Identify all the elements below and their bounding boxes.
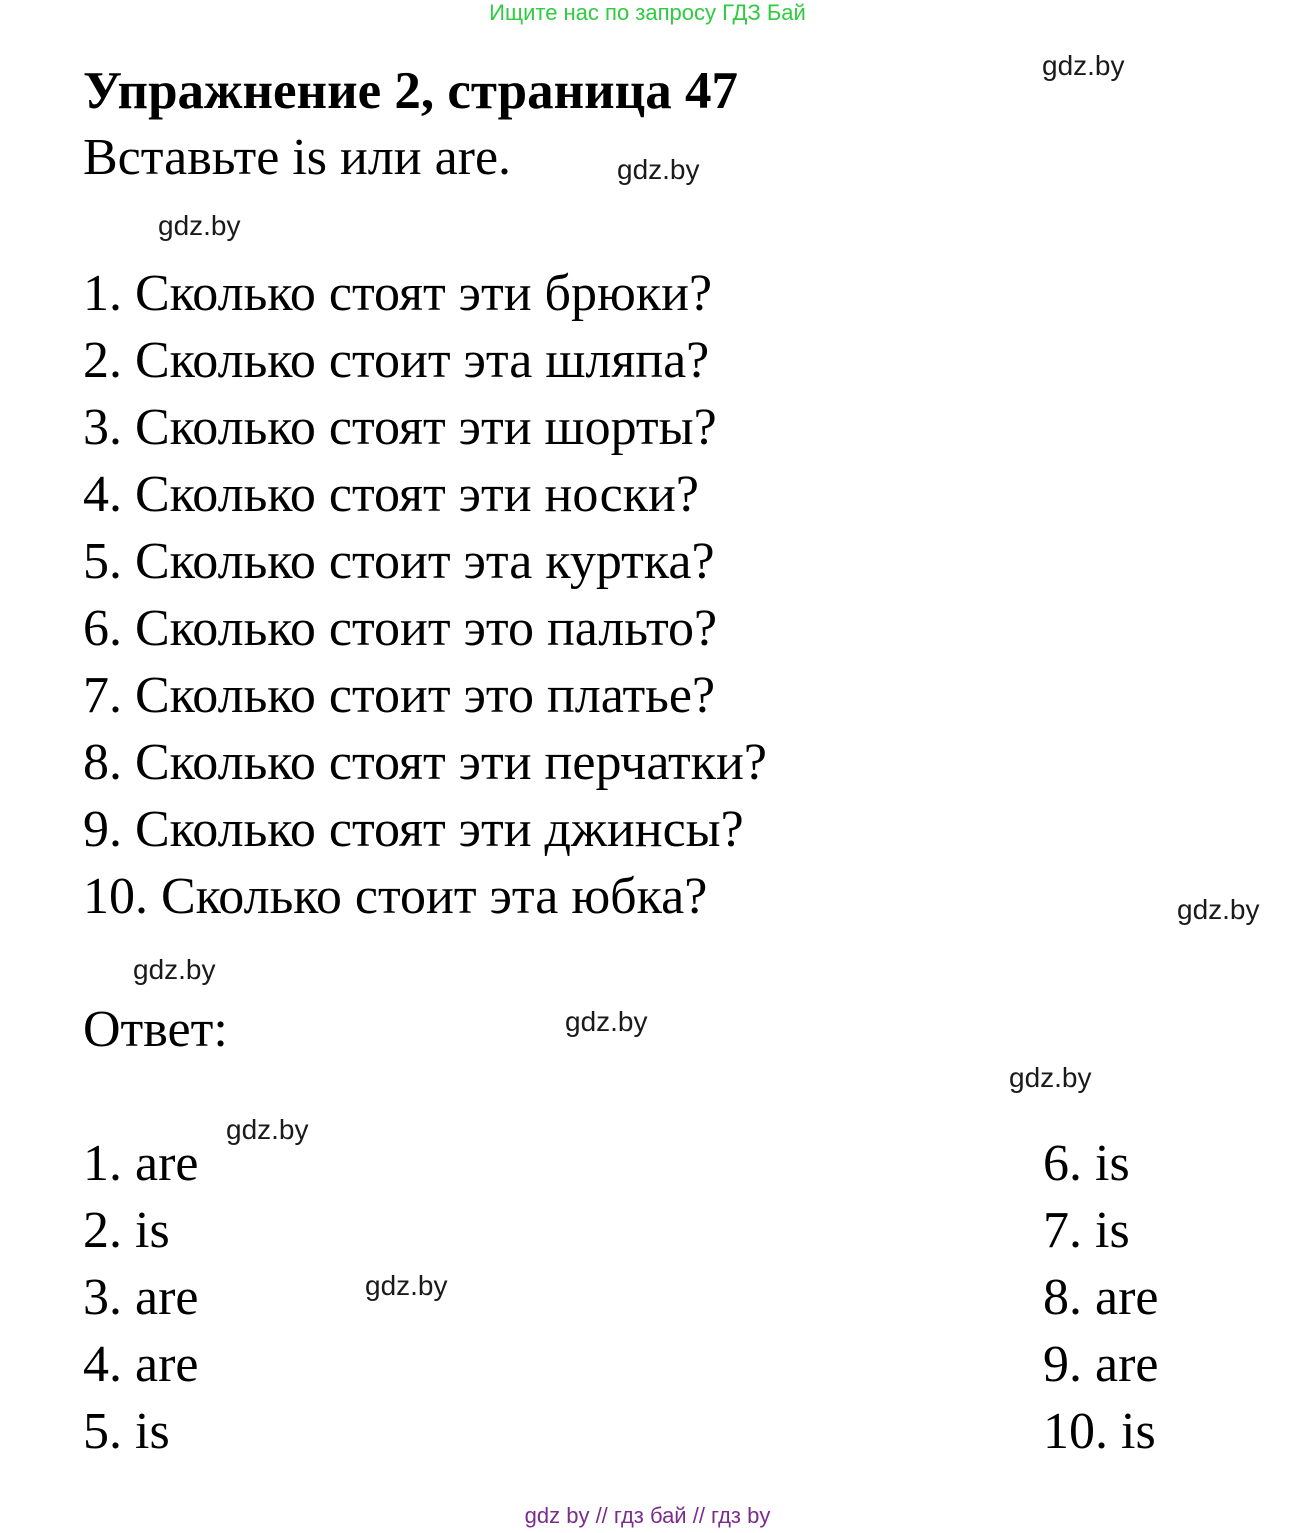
watermark: gdz.by xyxy=(133,954,216,985)
question-item: 6. Сколько стоит это пальто? xyxy=(83,600,718,657)
watermark: gdz.by xyxy=(617,154,700,185)
question-item: 4. Сколько стоят эти носки? xyxy=(83,466,699,523)
watermark: gdz.by xyxy=(1009,1062,1092,1093)
question-item: 10. Сколько стоит эта юбка? xyxy=(83,868,708,925)
watermark: gdz.by xyxy=(158,210,241,241)
answer-item: 3. are xyxy=(83,1269,199,1326)
question-item: 1. Сколько стоят эти брюки? xyxy=(83,265,713,322)
answer-item: 10. is xyxy=(1043,1403,1156,1460)
watermark: gdz.by xyxy=(565,1006,648,1037)
question-item: 2. Сколько стоит эта шляпа? xyxy=(83,332,710,389)
watermark: gdz.by xyxy=(226,1114,309,1145)
answers-right-column xyxy=(1043,1130,1158,1465)
answer-item: 8. are xyxy=(1043,1269,1159,1326)
watermark: gdz.by xyxy=(365,1270,448,1301)
answer-label: Ответ: xyxy=(83,1001,228,1058)
answer-item: 2. is xyxy=(83,1202,170,1259)
question-list xyxy=(83,260,767,930)
answer-item: 7. is xyxy=(1043,1202,1130,1259)
question-item: 8. Сколько стоят эти перчатки? xyxy=(83,734,767,791)
answer-item: 5. is xyxy=(83,1403,170,1460)
exercise-instruction: Вставьте is или are. xyxy=(83,129,512,186)
watermark: gdz.by xyxy=(1177,894,1260,925)
answer-item: 9. are xyxy=(1043,1336,1159,1393)
footer-links[interactable]: gdz by // гдз бай // гдз by xyxy=(524,1503,771,1528)
answer-item: 4. are xyxy=(83,1336,199,1393)
watermark: gdz.by xyxy=(1042,50,1125,81)
answer-item: 1. are xyxy=(83,1135,199,1192)
question-item: 9. Сколько стоят эти джинсы? xyxy=(83,801,744,858)
question-item: 5. Сколько стоит эта куртка? xyxy=(83,533,715,590)
answer-item: 6. is xyxy=(1043,1135,1130,1192)
top-banner-link[interactable]: Ищите нас по запросу ГДЗ Бай xyxy=(489,0,806,25)
answers-left-column xyxy=(83,1130,198,1465)
exercise-title: Упражнение 2, страница 47 xyxy=(83,62,738,120)
question-item: 7. Сколько стоит это платье? xyxy=(83,667,716,724)
question-item: 3. Сколько стоят эти шорты? xyxy=(83,399,717,456)
